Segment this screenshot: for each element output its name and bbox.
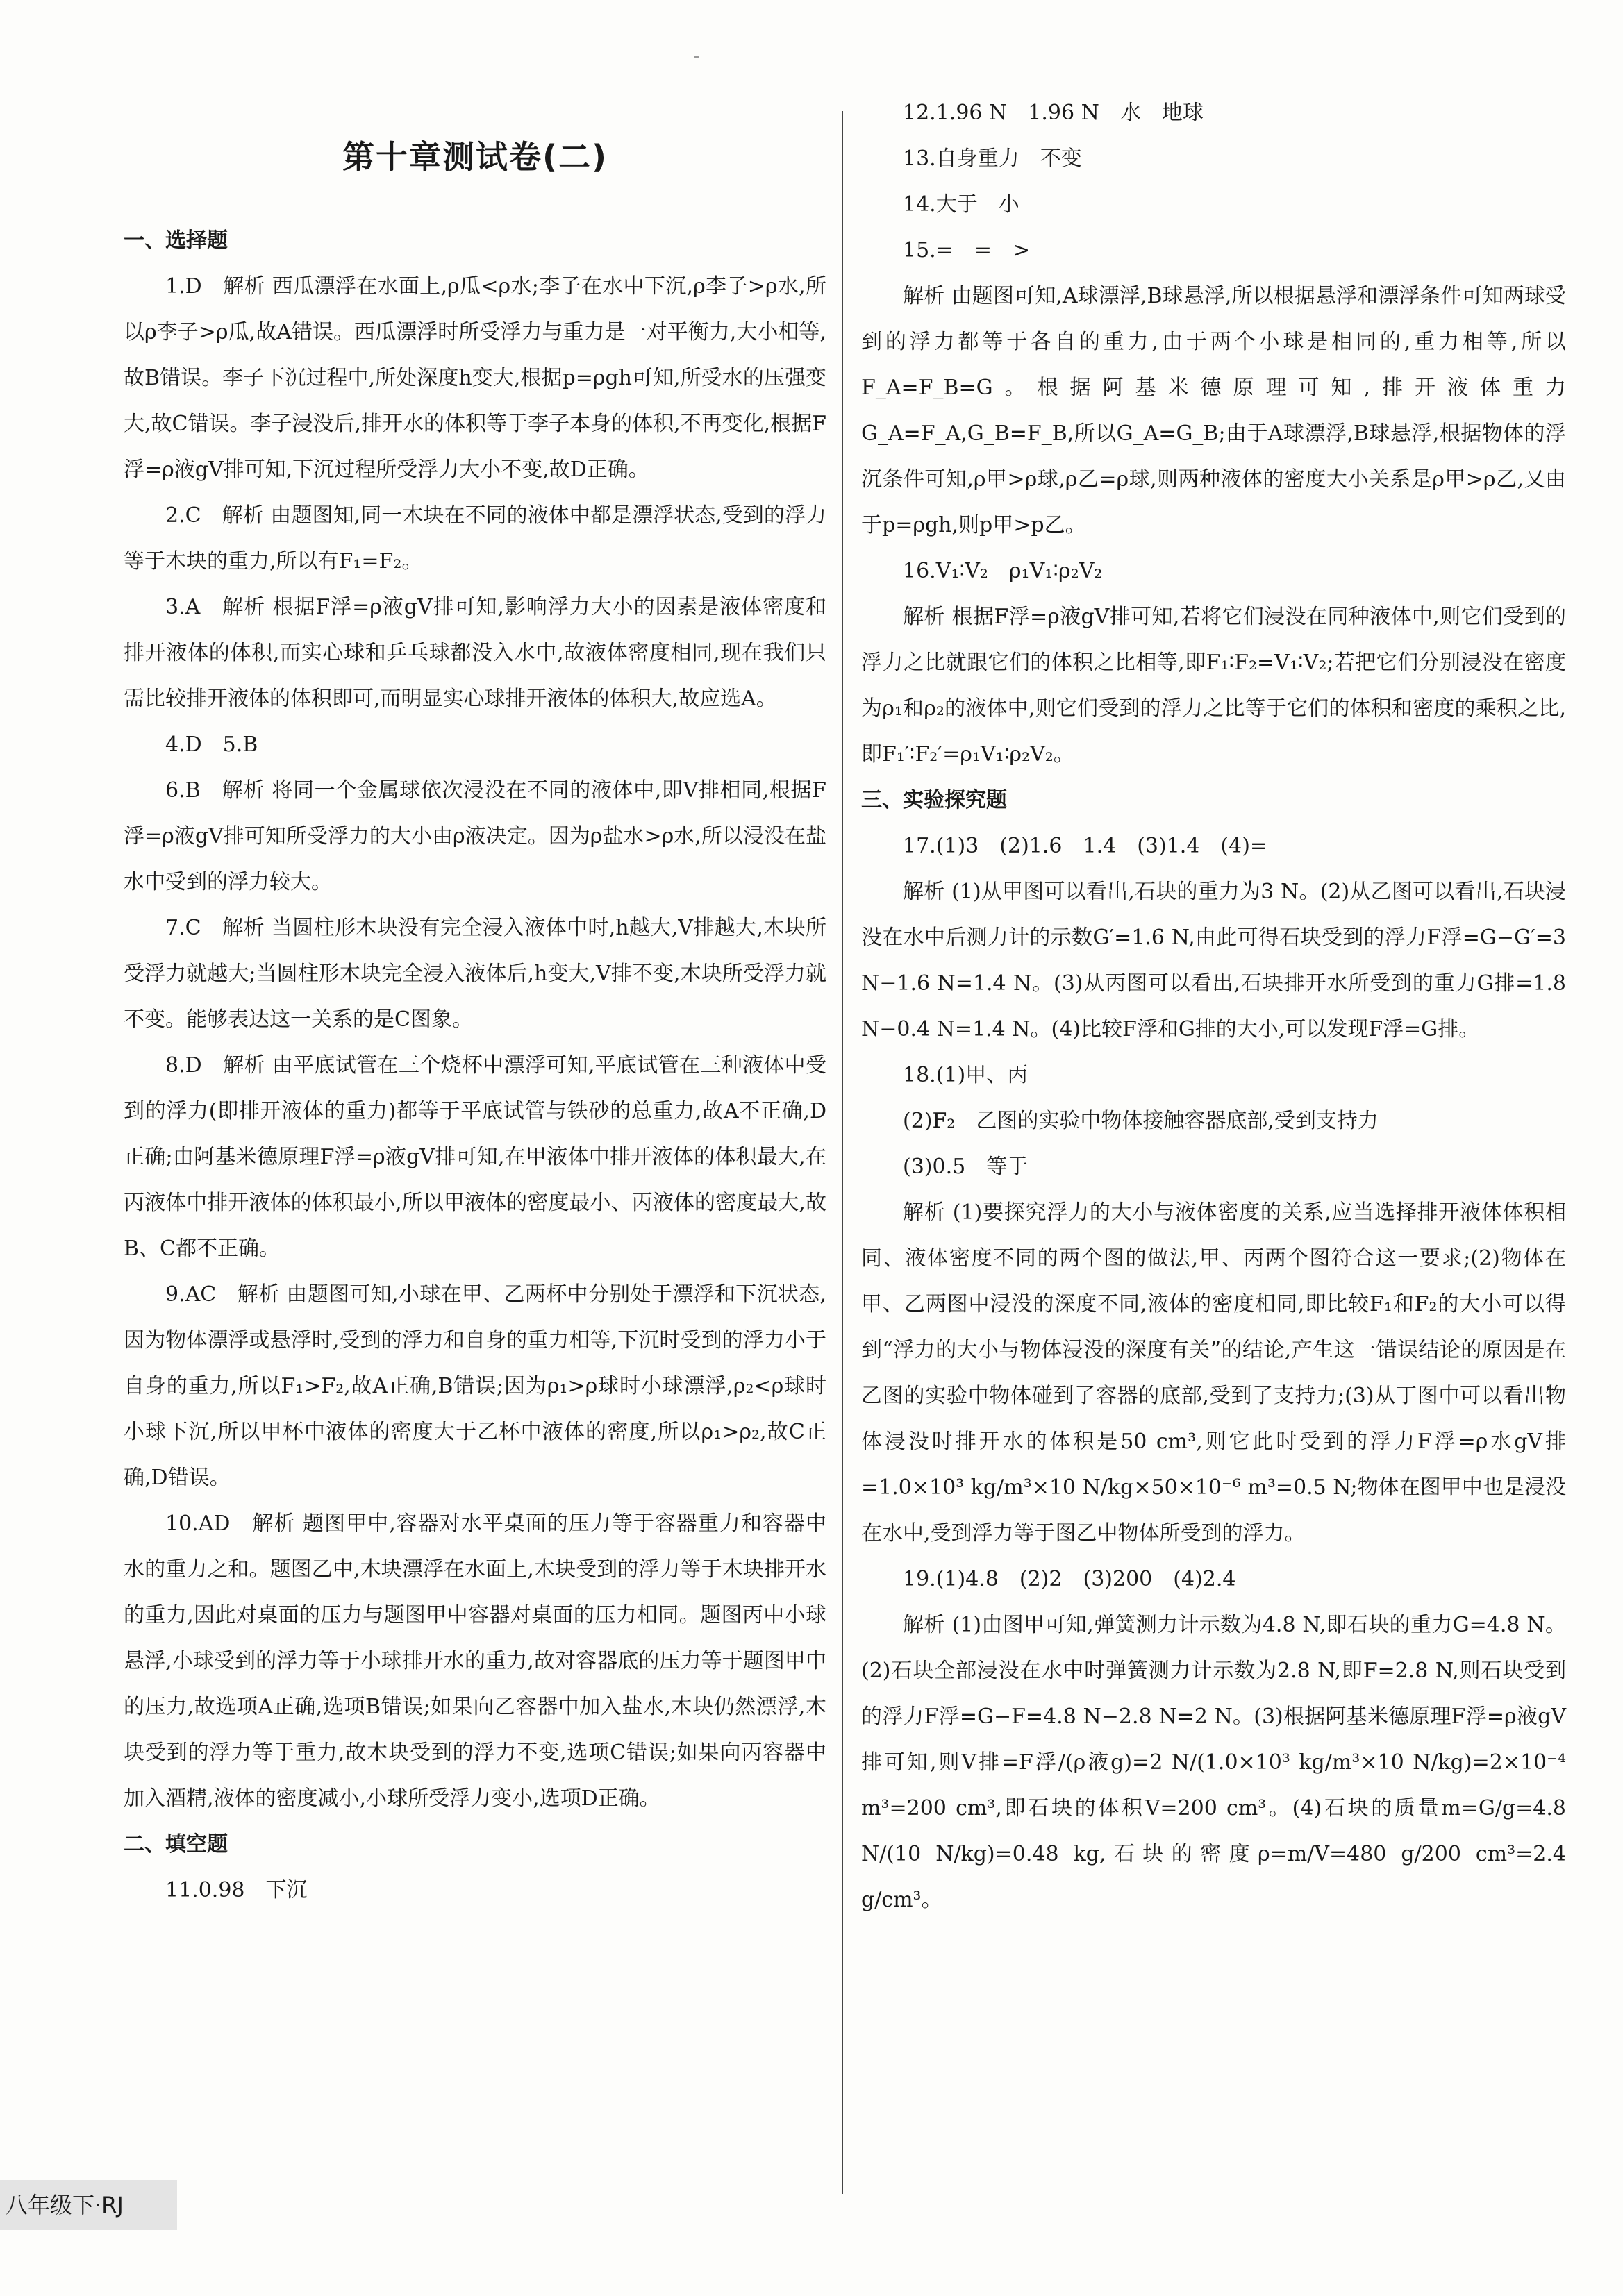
- answer-8: 8.D 解析 由平底试管在三个烧杯中漂浮可知,平底试管在三种液体中受到的浮力(即排开液体的重力)都等于平底试管与铁砂的总重力,故A不正确,D正确;由阿基米德原理F浮=ρ液gV排可知,在甲液体中排开液体的体积最大,在丙液体中排开液体的体积最小,所以甲液体的密度最小、丙液体的密度最大,故B、C都不正确。: [124, 1053, 826, 1261]
- section-heading-fill: 二、填空题: [124, 1832, 228, 1857]
- answer-19: 19.(1)4.8 (2)2 (3)200 (4)2.4: [903, 1567, 1236, 1591]
- answer-3: 3.A 解析 根据F浮=ρ液gV排可知,影响浮力大小的因素是液体密度和排开液体的体积,而实心球和乒乓球都没入水中,故液体密度相同,现在我们只需比较排开液体的体积即可,而明显实心球排开液体的体积大,故应选A。: [124, 595, 826, 711]
- analysis-19: 解析 (1)由图甲可知,弹簧测力计示数为4.8 N,即石块的重力G=4.8 N。(2)石块全部浸没在水中时弹簧测力计示数为2.8 N,即F=2.8 N,则石块受到的浮力F浮=G−F=4.8 N−2.8 N=2 N。(3)根据阿基米德原理F浮=ρ液gV排可知,则V排=F浮/(ρ液g)=2 N/(1.0×10³ kg/m³×10 N/kg)=2×10⁻⁴ m³=200 cm³,即石块的体积V=200 cm³。(4)石块的质量m=G/g=4.8 N/(10 N/kg)=0.48 kg,石块的密度ρ=m/V=480 g/200 cm³=2.4 g/cm³。: [861, 1613, 1566, 1912]
- answer-10: 10.AD 解析 题图甲中,容器对水平桌面的压力等于容器重力和容器中水的重力之和。题图乙中,木块漂浮在水面上,木块受到的浮力等于木块排开水的重力,因此对桌面的压力与题图甲中容器对桌面的压力相同。题图丙中小球悬浮,小球受到的浮力等于小球排开水的重力,故对容器底的压力等于题图甲中的压力,故选项A正确,选项B错误;如果向乙容器中加入盐水,木块仍然漂浮,木块受到的浮力等于重力,故木块受到的浮力不变,选项C错误;如果向丙容器中加入酒精,液体的密度减小,小球所受浮力变小,选项D正确。: [124, 1511, 826, 1811]
- answer-4-5: 4.D 5.B: [165, 732, 258, 757]
- answer-15: 15.= = >: [903, 238, 1031, 262]
- page-footer-grade: 八年级下·RJ: [0, 2180, 177, 2230]
- answer-17: 17.(1)3 (2)1.6 1.4 (3)1.4 (4)=: [903, 834, 1268, 858]
- right-column: [861, 90, 1566, 1923]
- left-column: [124, 90, 826, 1913]
- answer-14: 14.大于 小: [903, 192, 1019, 217]
- answer-18-2: (2)F₂ 乙图的实验中物体接触容器底部,受到支持力: [903, 1109, 1379, 1133]
- scan-mark: [694, 56, 699, 58]
- analysis-17: 解析 (1)从甲图可以看出,石块的重力为3 N。(2)从乙图可以看出,石块浸没在水中后测力计的示数G′=1.6 N,由此可得石块受到的浮力F浮=G−G′=3 N−1.6 N=1.4 N。(3)从丙图可以看出,石块排开水所受到的重力G排=1.8 N−0.4 N=1.4 N。(4)比较F浮和G排的大小,可以发现F浮=G排。: [861, 880, 1566, 1041]
- answer-2: 2.C 解析 由题图知,同一木块在不同的液体中都是漂浮状态,受到的浮力等于木块的重力,所以有F₁=F₂。: [124, 503, 826, 573]
- page-title: 第十章测试卷(二): [342, 138, 608, 176]
- analysis-15: 解析 由题图可知,A球漂浮,B球悬浮,所以根据悬浮和漂浮条件可知两球受到的浮力都等于各自的重力,由于两个小球是相同的,重力相等,所以F_A=F_B=G。根据阿基米德原理可知,排开液体重力G_A=F_A,G_B=F_B,所以G_A=G_B;由于A球漂浮,B球悬浮,根据物体的浮沉条件可知,ρ甲>ρ球,ρ乙=ρ球,则两种液体的密度大小关系是ρ甲>ρ乙,又由于p=ρgh,则p甲>p乙。: [861, 284, 1566, 537]
- analysis-18: 解析 (1)要探究浮力的大小与液体密度的关系,应当选择排开液体体积相同、液体密度不同的两个图的做法,甲、丙两个图符合这一要求;(2)物体在甲、乙两图中浸没的深度不同,液体的密度相同,即比较F₁和F₂的大小可以得到“浮力的大小与物体浸没的深度有关”的结论,产生这一错误结论的原因是在乙图的实验中物体碰到了容器的底部,受到了支持力;(3)从丁图中可以看出物体浸没时排开水的体积是50 cm³,则它此时受到的浮力F浮=ρ水gV排=1.0×10³ kg/m³×10 N/kg×50×10⁻⁶ m³=0.5 N;物体在图甲中也是浸没在水中,受到浮力等于图乙中物体所受到的浮力。: [861, 1200, 1566, 1545]
- answer-11: 11.0.98 下沉: [165, 1878, 308, 1902]
- answer-18-3: (3)0.5 等于: [903, 1155, 1029, 1179]
- answer-9: 9.AC 解析 由题图可知,小球在甲、乙两杯中分别处于漂浮和下沉状态,因为物体漂浮或悬浮时,受到的浮力和自身的重力相等,下沉时受到的浮力小于自身的重力,所以F₁>F₂,故A正确,B错误;因为ρ₁>ρ球时小球漂浮,ρ₂<ρ球时小球下沉,所以甲杯中液体的密度大于乙杯中液体的密度,所以ρ₁>ρ₂,故C正确,D错误。: [124, 1282, 826, 1490]
- section-heading-experiment: 三、实验探究题: [861, 788, 1007, 812]
- analysis-16: 解析 根据F浮=ρ液gV排可知,若将它们浸没在同种液体中,则它们受到的浮力之比就跟它们的体积之比相等,即F₁∶F₂=V₁∶V₂;若把它们分别浸没在密度为ρ₁和ρ₂的液体中,则它们受到的浮力之比等于它们的体积和密度的乘积之比,即F₁′∶F₂′=ρ₁V₁∶ρ₂V₂。: [861, 605, 1566, 766]
- answer-16: 16.V₁∶V₂ ρ₁V₁∶ρ₂V₂: [903, 559, 1103, 583]
- answer-13: 13.自身重力 不变: [903, 146, 1082, 171]
- answer-18-1: 18.(1)甲、丙: [903, 1063, 1029, 1087]
- answer-1: 1.D 解析 西瓜漂浮在水面上,ρ瓜<ρ水;李子在水中下沉,ρ李子>ρ水,所以ρ李子>ρ瓜,故A错误。西瓜漂浮时所受浮力与重力是一对平衡力,大小相等,故B错误。李子下沉过程中,所处深度h变大,根据p=ρgh可知,所受水的压强变大,故C错误。李子浸没后,排开水的体积等于李子本身的体积,不再变化,根据F浮=ρ液gV排可知,下沉过程所受浮力大小不变,故D正确。: [124, 274, 826, 482]
- answer-6: 6.B 解析 将同一个金属球依次浸没在不同的液体中,即V排相同,根据F浮=ρ液gV排可知所受浮力的大小由ρ液决定。因为ρ盐水>ρ水,所以浸没在盐水中受到的浮力较大。: [124, 778, 826, 894]
- section-heading-choice: 一、选择题: [124, 228, 228, 253]
- answer-7: 7.C 解析 当圆柱形木块没有完全浸入液体中时,h越大,V排越大,木块所受浮力就越大;当圆柱形木块完全浸入液体后,h变大,V排不变,木块所受浮力就不变。能够表达这一关系的是C图象。: [124, 916, 826, 1032]
- column-divider: [842, 111, 843, 2194]
- answer-12: 12.1.96 N 1.96 N 水 地球: [903, 101, 1204, 125]
